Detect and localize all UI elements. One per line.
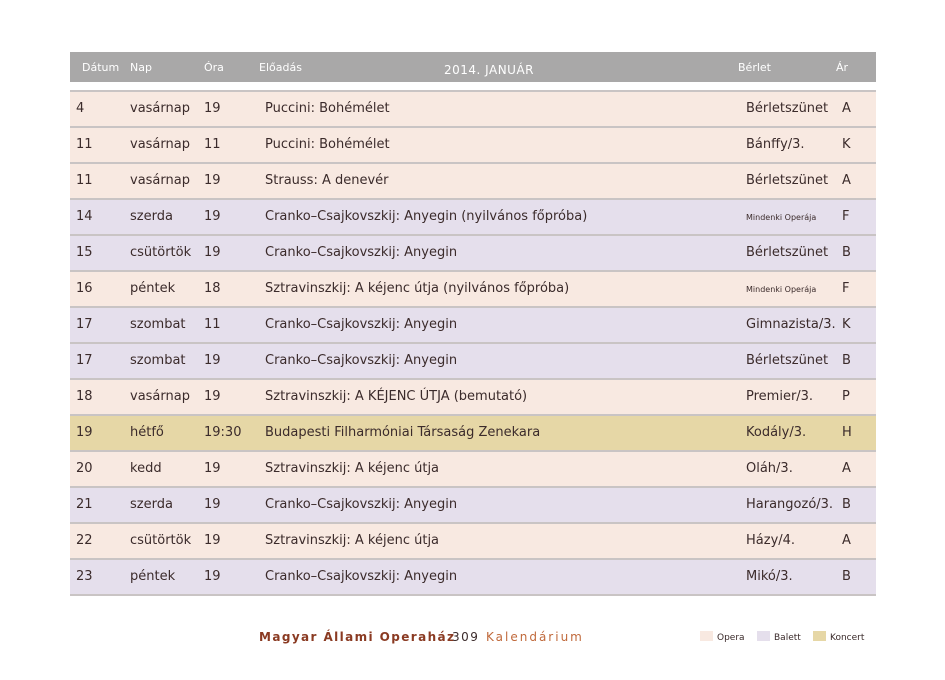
month-label: 2014. JANUÁR — [444, 63, 535, 77]
row-subscription: Házy/4. — [746, 533, 796, 548]
row-title: Cranko–Csajkovszkij: Anyegin — [265, 245, 458, 260]
page-footer — [0, 630, 945, 650]
header-title: Előadás — [259, 61, 302, 74]
header-date: Dátum — [82, 61, 120, 74]
header-day: Nap — [130, 61, 152, 74]
row-price: A — [842, 533, 851, 548]
row-time: 19 — [204, 173, 221, 188]
row-price: F — [842, 209, 850, 224]
legend-balett — [757, 631, 801, 643]
row-price: B — [842, 497, 851, 512]
row-date: 18 — [76, 389, 93, 404]
table-row — [70, 522, 876, 558]
row-subscription: Mindenki Operája — [746, 213, 817, 222]
table-row — [70, 486, 876, 522]
row-title: Cranko–Csajkovszkij: Anyegin — [265, 569, 458, 584]
row-time: 19 — [204, 101, 221, 116]
row-title: Strauss: A denevér — [265, 173, 389, 188]
row-date: 11 — [76, 137, 93, 152]
row-price: A — [842, 173, 851, 188]
row-time: 19 — [204, 353, 221, 368]
row-title: Cranko–Csajkovszkij: Anyegin (nyilvános főpróba) — [265, 209, 588, 224]
row-subscription: Gimnazista/3. — [746, 317, 836, 332]
legend-balett-label: Balett — [774, 633, 801, 643]
row-day: csütörtök — [130, 245, 192, 260]
row-subscription: Mindenki Operája — [746, 285, 817, 294]
row-date: 14 — [76, 209, 93, 224]
row-title: Sztravinszkij: A kéjenc útja — [265, 533, 440, 548]
header-subscription: Bérlet — [738, 61, 771, 74]
row-day: szerda — [130, 497, 173, 512]
table-row — [70, 270, 876, 306]
table-row — [70, 450, 876, 486]
table-row — [70, 90, 876, 126]
row-price: A — [842, 101, 851, 116]
row-date: 20 — [76, 461, 93, 476]
row-subscription: Bérletszünet — [746, 353, 829, 368]
row-day: szombat — [130, 317, 186, 332]
row-price: P — [842, 389, 850, 404]
row-subscription: Premier/3. — [746, 389, 814, 404]
row-time: 19 — [204, 209, 221, 224]
row-time: 18 — [204, 281, 221, 296]
row-day: péntek — [130, 281, 176, 296]
table-header — [70, 52, 876, 82]
row-title: Puccini: Bohémélet — [265, 137, 390, 152]
row-day: csütörtök — [130, 533, 192, 548]
row-time: 19 — [204, 533, 221, 548]
row-subscription: Bérletszünet — [746, 173, 829, 188]
book-title: Kalendárium — [486, 630, 584, 644]
row-time: 11 — [204, 137, 221, 152]
row-date: 17 — [76, 353, 93, 368]
row-price: F — [842, 281, 850, 296]
legend-opera — [700, 631, 745, 643]
row-day: vasárnap — [130, 101, 190, 116]
row-date: 19 — [76, 425, 93, 440]
legend-koncert — [813, 631, 864, 643]
row-price: A — [842, 461, 851, 476]
row-time: 19 — [204, 461, 221, 476]
schedule-table — [70, 90, 876, 596]
row-day: vasárnap — [130, 389, 190, 404]
legend-opera-label: Opera — [717, 633, 745, 643]
row-price: B — [842, 569, 851, 584]
row-day: kedd — [130, 461, 162, 476]
row-title: Cranko–Csajkovszkij: Anyegin — [265, 353, 458, 368]
row-subscription: Harangozó/3. — [746, 497, 834, 512]
row-day: vasárnap — [130, 173, 190, 188]
row-subscription: Bérletszünet — [746, 245, 829, 260]
row-price: K — [842, 317, 851, 332]
table-row — [70, 162, 876, 198]
row-time: 19 — [204, 245, 221, 260]
row-time: 19 — [204, 497, 221, 512]
row-date: 15 — [76, 245, 93, 260]
row-title: Sztravinszkij: A KÉJENC ÚTJA (bemutató) — [265, 389, 528, 404]
row-time: 19:30 — [204, 425, 242, 440]
row-time: 11 — [204, 317, 221, 332]
row-price: B — [842, 245, 851, 260]
row-day: szerda — [130, 209, 173, 224]
row-subscription: Mikó/3. — [746, 569, 793, 584]
row-subscription: Kodály/3. — [746, 425, 807, 440]
row-title: Cranko–Csajkovszkij: Anyegin — [265, 497, 458, 512]
row-price: H — [842, 425, 852, 440]
row-title: Sztravinszkij: A kéjenc útja (nyilvános főpróba) — [265, 281, 570, 296]
legend-koncert-swatch — [813, 631, 826, 641]
legend-koncert-label: Koncert — [830, 633, 865, 643]
row-title: Cranko–Csajkovszkij: Anyegin — [265, 317, 458, 332]
legend-balett-swatch — [757, 631, 770, 641]
row-date: 22 — [76, 533, 93, 548]
row-day: hétfő — [130, 425, 164, 440]
row-date: 4 — [76, 101, 85, 116]
table-row — [70, 234, 876, 270]
table-row — [70, 378, 876, 414]
row-day: péntek — [130, 569, 176, 584]
row-date: 17 — [76, 317, 93, 332]
row-day: szombat — [130, 353, 186, 368]
row-subscription: Bánffy/3. — [746, 137, 805, 152]
row-title: Sztravinszkij: A kéjenc útja — [265, 461, 440, 476]
row-subscription: Oláh/3. — [746, 461, 793, 476]
row-title: Puccini: Bohémélet — [265, 101, 390, 116]
table-row — [70, 306, 876, 342]
table-row — [70, 558, 876, 596]
row-title: Budapesti Filharmóniai Társaság Zenekara — [265, 425, 541, 440]
row-time: 19 — [204, 389, 221, 404]
row-date: 16 — [76, 281, 93, 296]
header-time: Óra — [204, 61, 224, 74]
table-row — [70, 342, 876, 378]
header-price: Ár — [836, 61, 849, 74]
row-day: vasárnap — [130, 137, 190, 152]
page-number: 309 — [452, 630, 480, 644]
row-date: 21 — [76, 497, 93, 512]
row-date: 23 — [76, 569, 93, 584]
legend-opera-swatch — [700, 631, 713, 641]
row-price: K — [842, 137, 851, 152]
publisher-name: Magyar Állami Operaház — [259, 630, 456, 644]
row-subscription: Bérletszünet — [746, 101, 829, 116]
row-price: B — [842, 353, 851, 368]
row-date: 11 — [76, 173, 93, 188]
table-row — [70, 126, 876, 162]
table-row — [70, 414, 876, 450]
row-time: 19 — [204, 569, 221, 584]
table-row — [70, 198, 876, 234]
